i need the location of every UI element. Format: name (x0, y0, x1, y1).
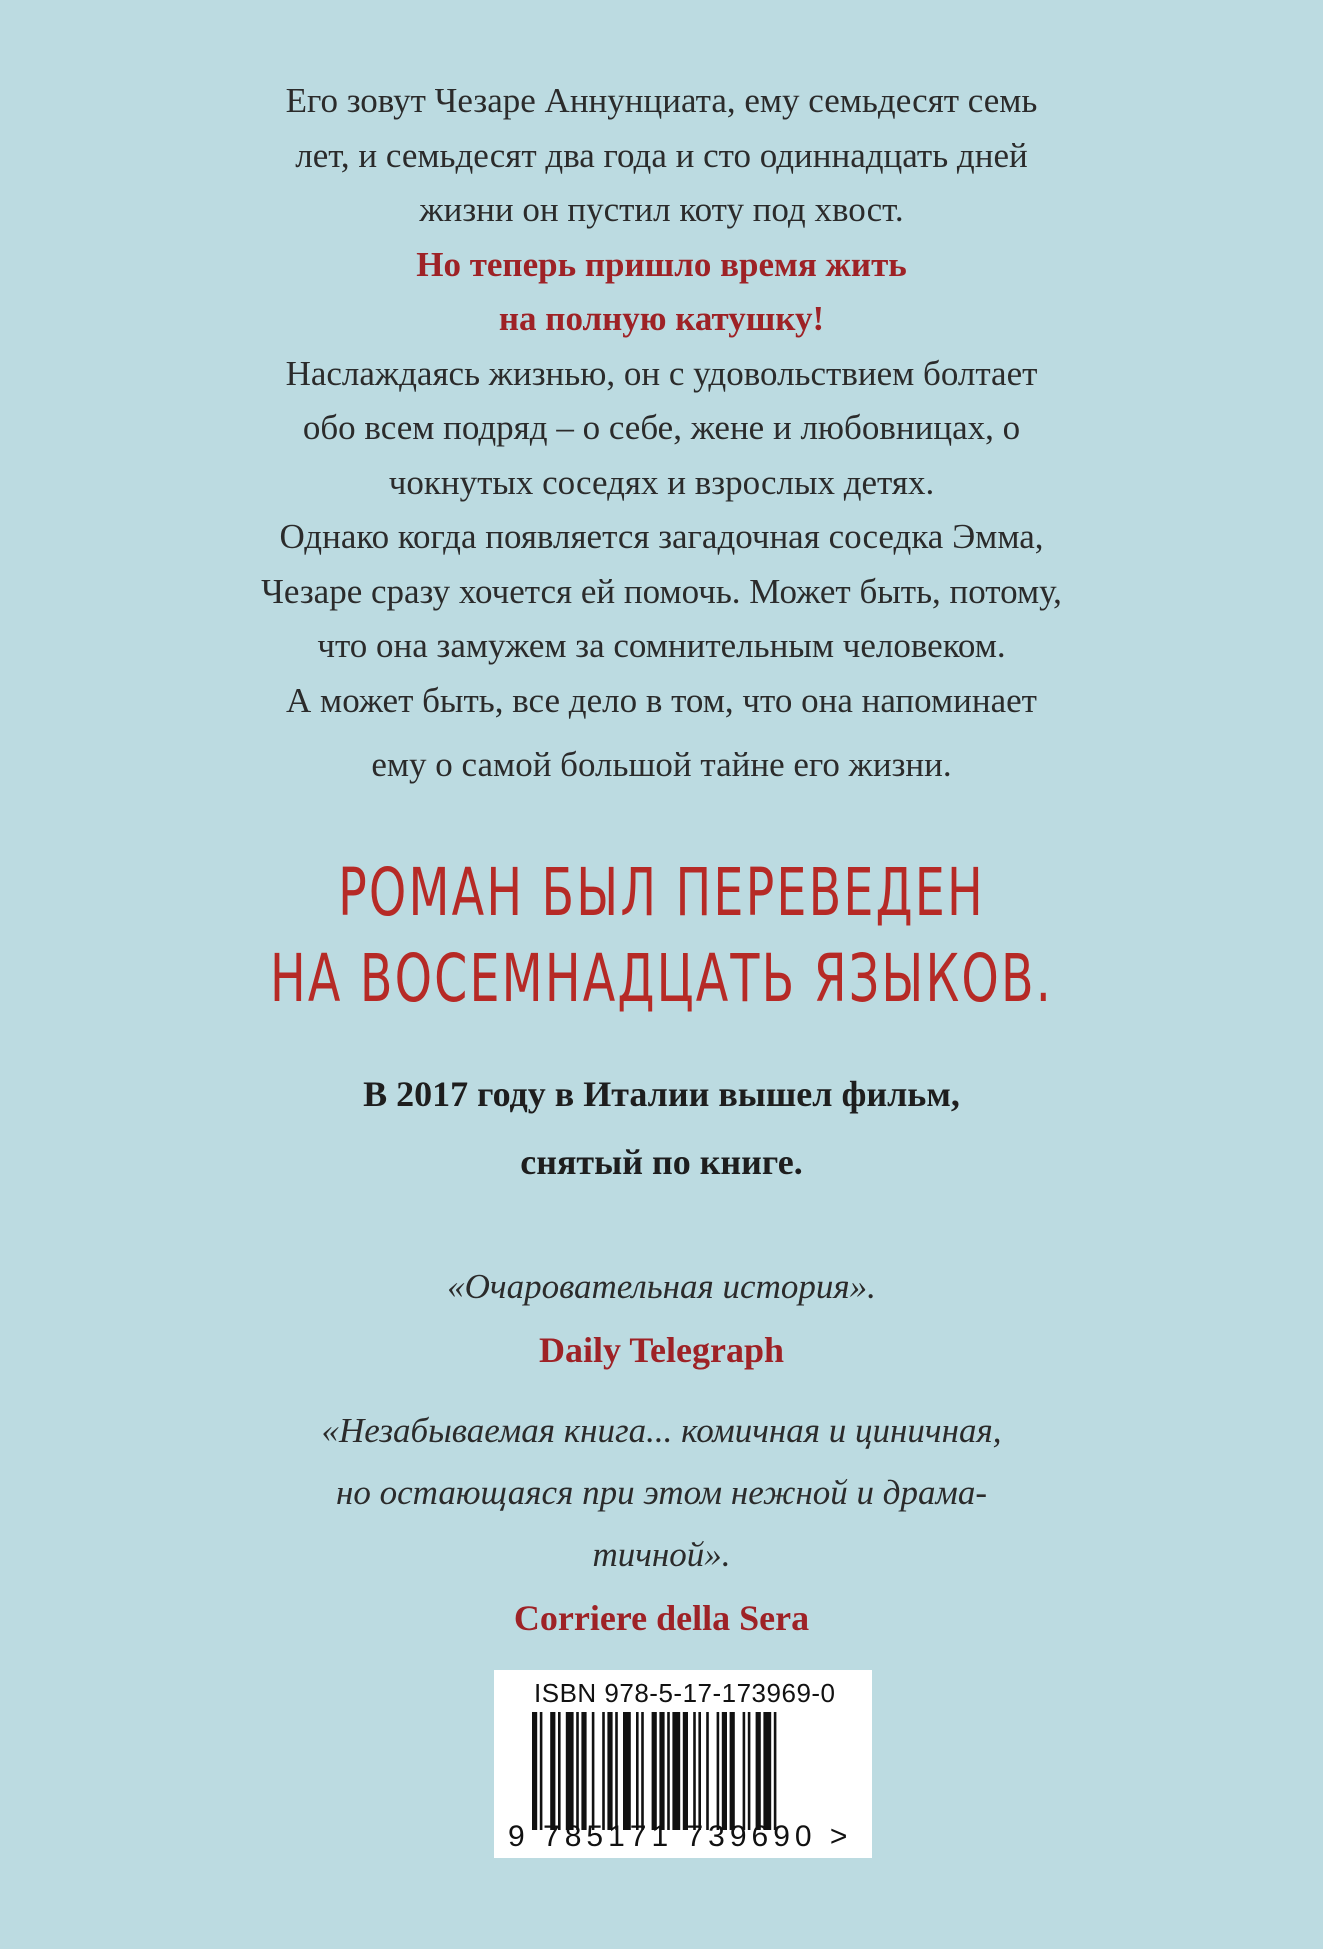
synopsis-line: чокнутых соседях и взрослых детях. (388, 462, 935, 502)
promo-line: НА ВОСЕМНАДЦАТЬ ЯЗЫКОВ. (269, 940, 1053, 1017)
barcode-bar (532, 1712, 537, 1830)
synopsis-line: Его зовут Чезаре Аннунциата, ему семьдесят семь (285, 81, 1038, 120)
barcode-digits: 9 785171 739690 > (508, 1820, 853, 1853)
review-quote: «Незабываемая книга... комичная и циничная, (321, 1411, 1002, 1450)
barcode-bar (730, 1712, 735, 1830)
barcode-bar (774, 1712, 777, 1830)
barcode-bar (581, 1712, 586, 1830)
barcode-bar (698, 1712, 701, 1830)
review-source: Daily Telegraph (538, 1330, 785, 1370)
synopsis-line: Наслаждаясь жизнью, он с удовольствием болтает (285, 353, 1038, 393)
barcode-bar (607, 1712, 612, 1830)
barcode-bars-icon (532, 1712, 832, 1830)
synopsis-line: ему о самой большой тайне его жизни. (371, 745, 952, 784)
review (0, 1400, 1323, 1650)
film-note-line: снятый по книге. (520, 1142, 803, 1182)
barcode-bar (592, 1712, 595, 1830)
synopsis-line: Однако когда появляется загадочная соседка Эмма, (279, 517, 1044, 556)
barcode-bar (706, 1712, 709, 1830)
barcode-bar (722, 1712, 727, 1830)
barcode-bar (636, 1712, 639, 1830)
barcode-bar (717, 1712, 720, 1830)
synopsis-line: Чезаре сразу хочется ей помочь. Может быть, потому, (261, 571, 1062, 611)
barcode-bar (623, 1712, 631, 1830)
barcode-bar (756, 1712, 761, 1830)
synopsis-line: обо всем подряд – о себе, жене и любовницах, о (302, 408, 1021, 447)
barcode-bar (566, 1712, 574, 1830)
barcode-bar (558, 1712, 561, 1830)
barcode-bar (659, 1712, 664, 1830)
film-note (0, 1060, 1323, 1196)
review-quote: но остающаяся при этом нежной и драма- (335, 1473, 988, 1512)
film-note-line: В 2017 году в Италии вышел фильм, (363, 1074, 960, 1114)
isbn-number: ISBN 978-5-17-173969-0 (534, 1678, 836, 1708)
review-quote: «Очаровательная история». (447, 1267, 876, 1306)
review-quote: тичной». (592, 1535, 731, 1574)
barcode-bar (602, 1712, 605, 1830)
barcode-bar (641, 1712, 644, 1830)
barcode-bar (652, 1712, 657, 1830)
barcode-bar (683, 1712, 688, 1830)
synopsis-line: что она замужем за сомнительным человеком. (317, 626, 1006, 665)
synopsis-highlight-line: Но теперь пришло время жить (416, 244, 907, 284)
barcode-bar (748, 1712, 751, 1830)
reviews (0, 1256, 1323, 1650)
synopsis-line: лет, и семьдесят два года и сто одиннадцать дней (295, 135, 1028, 175)
translation-promo (0, 850, 1323, 1022)
barcode-bar (763, 1712, 771, 1830)
synopsis-line: жизни он пустил коту под хвост. (419, 190, 904, 229)
barcode-bar (667, 1712, 670, 1830)
barcode-bar (693, 1712, 696, 1830)
review (0, 1256, 1323, 1382)
barcode-bar (550, 1712, 555, 1830)
promo-line: РОМАН БЫЛ ПЕРЕВЕДЕН (338, 854, 985, 931)
review-source: Corriere della Sera (513, 1598, 810, 1638)
barcode-bar (672, 1712, 680, 1830)
synopsis-highlight-line: на полную катушку! (498, 299, 825, 338)
barcode-bar (540, 1712, 543, 1830)
synopsis (0, 74, 1323, 793)
barcode-bar (615, 1712, 618, 1830)
synopsis-line: А может быть, все дело в том, что она напоминает (286, 680, 1037, 720)
barcode-bar (743, 1712, 746, 1830)
isbn-barcode (494, 1670, 872, 1858)
barcode-bar (576, 1712, 579, 1830)
